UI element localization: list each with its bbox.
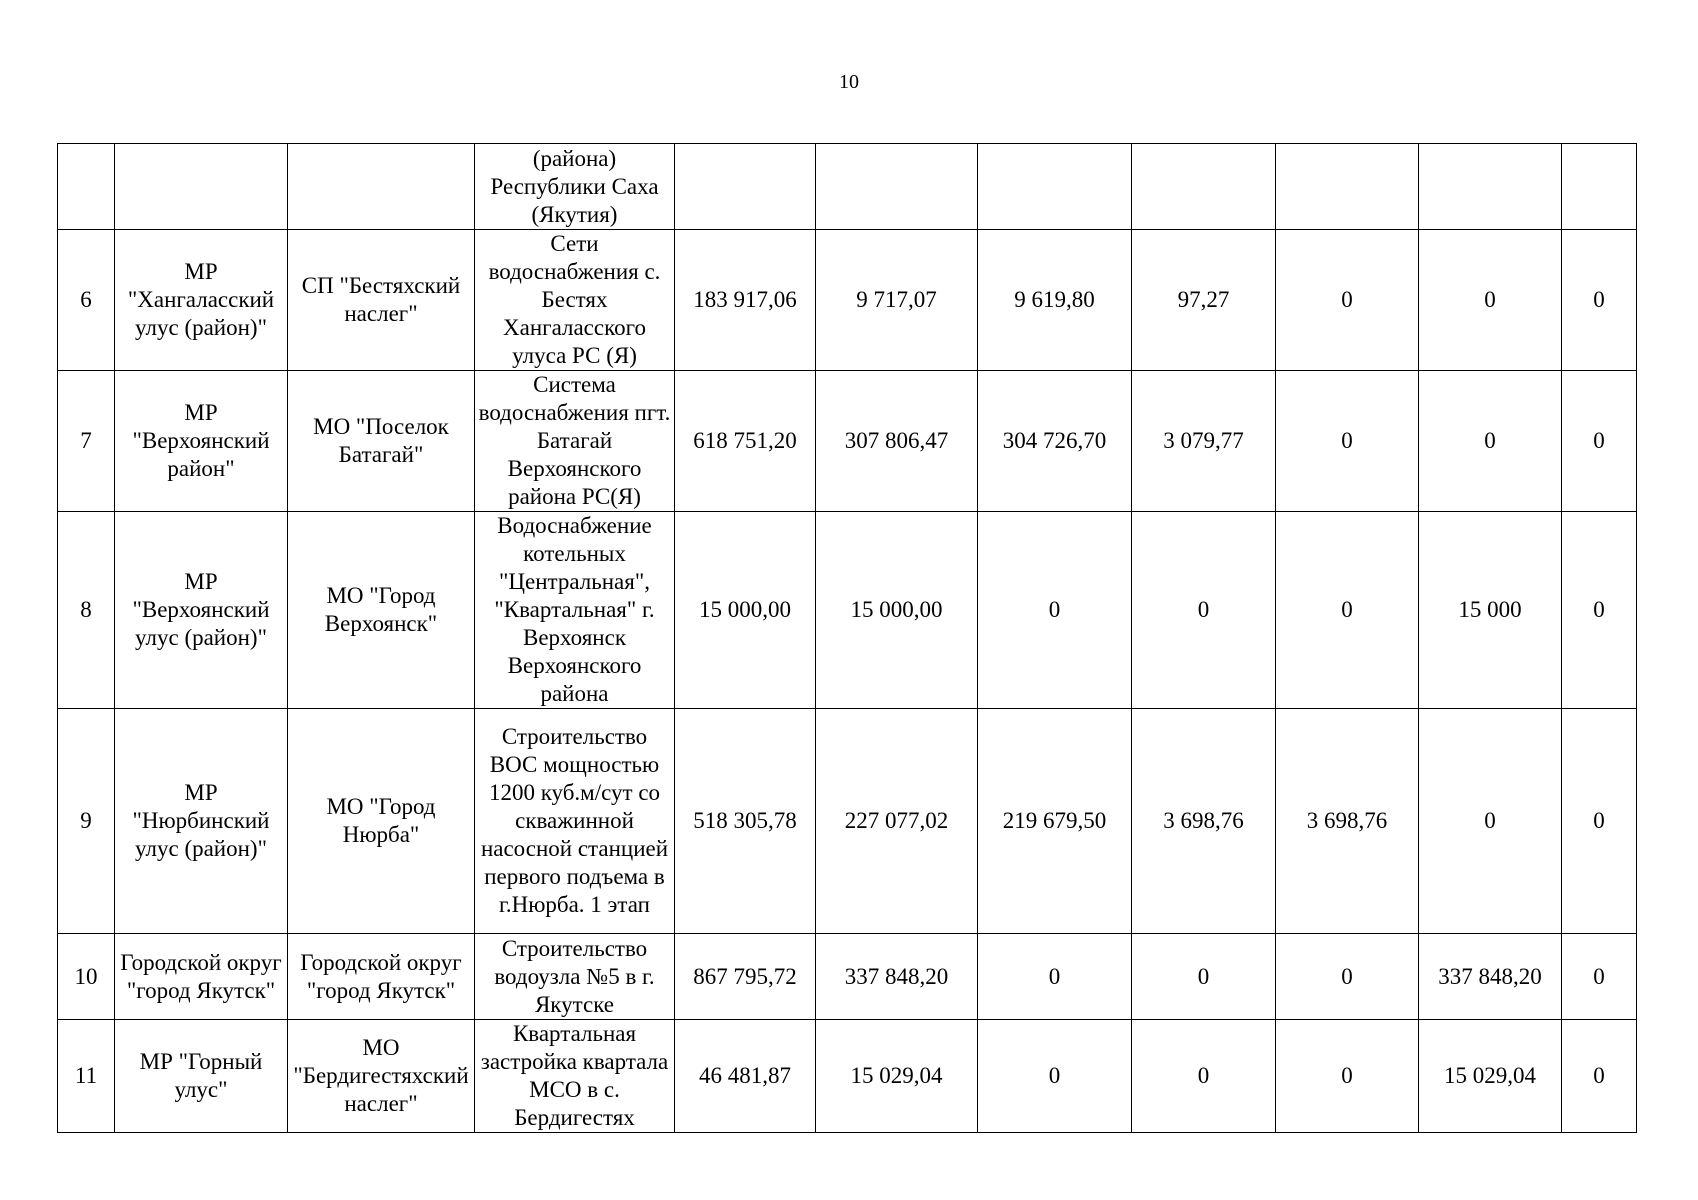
row-number-cell: 9	[58, 709, 115, 934]
value-cell	[1132, 144, 1276, 230]
value-cell: 0	[1276, 1020, 1419, 1133]
table-row	[58, 709, 1637, 934]
value-cell	[816, 144, 978, 230]
district-cell: МР "Горный улус"	[115, 1020, 288, 1133]
table-row	[58, 1020, 1637, 1133]
value-cell: 0	[978, 934, 1132, 1020]
value-cell	[1419, 144, 1562, 230]
value-cell: 15 000,00	[675, 512, 816, 709]
project-cell: (района) Республики Саха (Якутия)	[475, 144, 675, 230]
row-number-cell: 8	[58, 512, 115, 709]
row-number-cell: 10	[58, 934, 115, 1020]
value-cell: 518 305,78	[675, 709, 816, 934]
row-number-cell	[58, 144, 115, 230]
value-cell: 337 848,20	[816, 934, 978, 1020]
project-cell: Строительство водоузла №5 в г. Якутске	[475, 934, 675, 1020]
table-row	[58, 371, 1637, 512]
settlement-cell: МО "Поселок Батагай"	[288, 371, 475, 512]
value-cell: 3 698,76	[1276, 709, 1419, 934]
page-number: 10	[839, 71, 859, 93]
district-cell: МР "Верхоянский улус (район)"	[115, 512, 288, 709]
value-cell: 0	[1132, 1020, 1276, 1133]
project-cell: Водоснабжение котельных "Центральная", "Квартальная" г. Верхоянск Верхоянского района	[475, 512, 675, 709]
value-cell: 0	[1562, 709, 1637, 934]
project-cell: Строительство ВОС мощностью 1200 куб.м/сут со скважинной насосной станцией первого подъема в г.Нюрба. 1 этап	[475, 709, 675, 934]
value-cell	[978, 144, 1132, 230]
value-cell: 0	[978, 1020, 1132, 1133]
value-cell: 0	[978, 512, 1132, 709]
value-cell: 15 029,04	[816, 1020, 978, 1133]
value-cell: 867 795,72	[675, 934, 816, 1020]
funding-table	[57, 143, 1637, 1133]
value-cell: 0	[1562, 1020, 1637, 1133]
value-cell	[675, 144, 816, 230]
value-cell: 0	[1419, 371, 1562, 512]
value-cell: 97,27	[1132, 230, 1276, 371]
value-cell: 0	[1276, 512, 1419, 709]
value-cell	[1276, 144, 1419, 230]
row-number-cell: 11	[58, 1020, 115, 1133]
value-cell: 0	[1562, 371, 1637, 512]
settlement-cell: Городской округ "город Якутск"	[288, 934, 475, 1020]
value-cell: 337 848,20	[1419, 934, 1562, 1020]
value-cell: 0	[1419, 709, 1562, 934]
value-cell: 3 079,77	[1132, 371, 1276, 512]
value-cell: 0	[1562, 512, 1637, 709]
settlement-cell: МО "Город Нюрба"	[288, 709, 475, 934]
project-cell: Квартальная застройка квартала МСО в с. Бердигестях	[475, 1020, 675, 1133]
settlement-cell: МО "Бердигестяхский наслег"	[288, 1020, 475, 1133]
value-cell: 0	[1419, 230, 1562, 371]
value-cell: 304 726,70	[978, 371, 1132, 512]
value-cell: 9 717,07	[816, 230, 978, 371]
district-cell: МР "Нюрбинский улус (район)"	[115, 709, 288, 934]
value-cell: 15 000	[1419, 512, 1562, 709]
value-cell: 0	[1276, 230, 1419, 371]
value-cell: 0	[1276, 934, 1419, 1020]
table-row	[58, 512, 1637, 709]
value-cell: 15 029,04	[1419, 1020, 1562, 1133]
district-cell: МР "Хангаласский улус (район)"	[115, 230, 288, 371]
value-cell: 0	[1132, 934, 1276, 1020]
value-cell	[1562, 144, 1637, 230]
row-number-cell: 7	[58, 371, 115, 512]
value-cell: 46 481,87	[675, 1020, 816, 1133]
project-cell: Система водоснабжения пгт. Батагай Верхоянского района РС(Я)	[475, 371, 675, 512]
district-cell: МР "Верхоянский район"	[115, 371, 288, 512]
value-cell: 0	[1132, 512, 1276, 709]
settlement-cell: СП "Бестяхский наслег"	[288, 230, 475, 371]
district-cell: Городской округ "город Якутск"	[115, 934, 288, 1020]
settlement-cell: МО "Город Верхоянск"	[288, 512, 475, 709]
table-row	[58, 144, 1637, 230]
value-cell: 227 077,02	[816, 709, 978, 934]
value-cell: 0	[1562, 230, 1637, 371]
value-cell: 618 751,20	[675, 371, 816, 512]
table-row	[58, 230, 1637, 371]
value-cell: 307 806,47	[816, 371, 978, 512]
row-number-cell: 6	[58, 230, 115, 371]
value-cell: 219 679,50	[978, 709, 1132, 934]
value-cell: 3 698,76	[1132, 709, 1276, 934]
value-cell: 0	[1276, 371, 1419, 512]
settlement-cell	[288, 144, 475, 230]
value-cell: 15 000,00	[816, 512, 978, 709]
district-cell	[115, 144, 288, 230]
value-cell: 0	[1562, 934, 1637, 1020]
value-cell: 183 917,06	[675, 230, 816, 371]
table-row	[58, 934, 1637, 1020]
value-cell: 9 619,80	[978, 230, 1132, 371]
project-cell: Сети водоснабжения с. Бестях Хангаласского улуса РС (Я)	[475, 230, 675, 371]
